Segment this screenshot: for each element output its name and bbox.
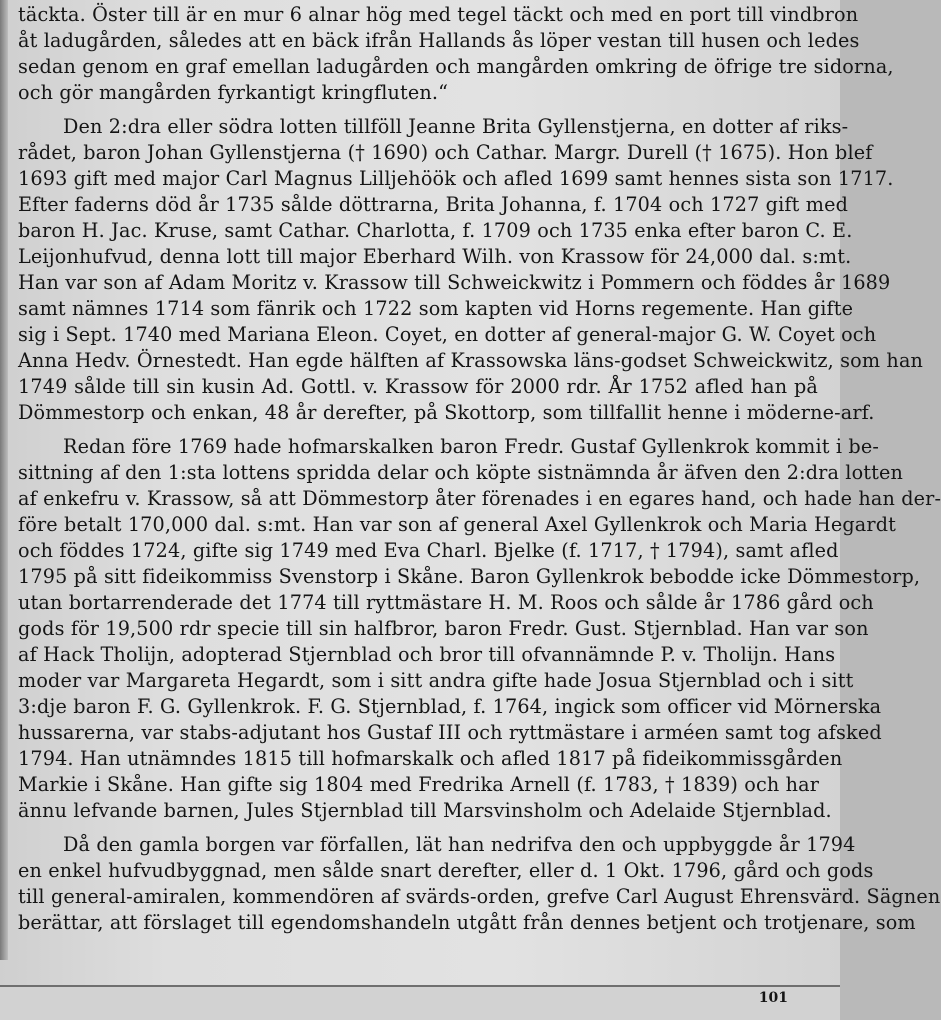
text-line: moder var Margareta Hegardt, som i sitt andra gifte hade Josua Stjernblad och i sitt	[18, 669, 854, 692]
text-line: Efter faderns död år 1735 sålde döttrarna, Brita Johanna, f. 1704 och 1727 gift med	[18, 193, 849, 216]
text-line: Han var son af Adam Moritz v. Krassow till Schweickwitz i Pommern och föddes år 1689	[18, 271, 891, 294]
text-line: samt nämnes 1714 som fänrik och 1722 som kapten vid Horns regemente. Han gifte	[18, 297, 854, 320]
text-line: en enkel hufvudbyggnad, men sålde snart derefter, eller d. 1 Okt. 1796, gård och gods	[18, 859, 874, 882]
text-line: ännu lefvande barnen, Jules Stjernblad till Marsvinsholm och Adelaide Stjernblad.	[18, 799, 832, 822]
text-line: 1749 sålde till sin kusin Ad. Gottl. v. Krassow för 2000 rdr. År 1752 afled han på	[18, 375, 818, 398]
page-gutter-shadow	[0, 0, 8, 960]
text-line: Dömmestorp och enkan, 48 år derefter, på Skottorp, som tillfallit henne i möderne-arf.	[18, 401, 875, 424]
paragraph	[18, 832, 941, 936]
text-line: Markie i Skåne. Han gifte sig 1804 med Fredrika Arnell (f. 1783, † 1839) och har	[18, 773, 820, 796]
text-line: Leijonhufvud, denna lott till major Eberhard Wilh. von Krassow för 24,000 dal. s:mt.	[18, 245, 852, 268]
text-line: Den 2:dra eller södra lotten tillföll Jeanne Brita Gyllenstjerna, en dotter af riks-	[63, 115, 849, 138]
page-text	[18, 2, 941, 936]
text-line: 3:dje baron F. G. Gyllenkrok. F. G. Stjernblad, f. 1764, ingick som officer vid Mörnerska	[18, 695, 882, 718]
text-line: sittning af den 1:sta lottens spridda delar och köpte sistnämnda år äfven den 2:dra lotten	[18, 461, 904, 484]
text-line: hussarerna, var stabs-adjutant hos Gustaf III och ryttmästare i arméen samt tog afsked	[18, 721, 882, 744]
text-line: täckta. Öster till är en mur 6 alnar hög med tegel täckt och med en port till vindbron	[18, 3, 859, 26]
text-line: gods för 19,500 rdr specie till sin halfbror, baron Fredr. Gust. Stjernblad. Han var son	[18, 617, 869, 640]
text-line: och föddes 1724, gifte sig 1749 med Eva Charl. Bjelke (f. 1717, † 1794), samt afled	[18, 539, 839, 562]
text-line: och gör mangården fyrkantigt kringfluten.“	[18, 81, 449, 104]
text-line: sedan genom en graf emellan ladugården och mangården omkring de öfrige tre sidorna,	[18, 55, 894, 78]
text-line: före betalt 170,000 dal. s:mt. Han var son af general Axel Gyllenkrok och Maria Hegardt	[18, 513, 897, 536]
text-line: Redan före 1769 hade hofmarskalken baron Fredr. Gustaf Gyllenkrok kommit i be-	[63, 435, 879, 458]
paragraph	[18, 114, 924, 426]
text-line: berättar, att förslaget till egendomshandeln utgått från dennes betjent och trotjenare, som	[18, 911, 916, 934]
text-line: utan bortarrenderade det 1774 till ryttmästare H. M. Roos och sålde år 1786 gård och	[18, 591, 874, 614]
text-line: sig i Sept. 1740 med Mariana Eleon. Coyet, en dotter af general-major G. W. Coyet och	[18, 323, 877, 346]
text-line: 1693 gift med major Carl Magnus Lilljehöök och afled 1699 samt hennes sista son 1717.	[18, 167, 894, 190]
text-line: 1794. Han utnämndes 1815 till hofmarskalk och afled 1817 på fideikommissgården	[18, 747, 843, 770]
text-line: af enkefru v. Krassow, så att Dömmestorp åter förenades i en egares hand, och hade han der-	[18, 487, 941, 510]
paragraph	[18, 2, 894, 106]
text-line: 1795 på sitt fideikommiss Svenstorp i Skåne. Baron Gyllenkrok bebodde icke Dömmestorp,	[18, 565, 921, 588]
paragraph	[18, 434, 941, 824]
text-line: baron H. Jac. Kruse, samt Cathar. Charlotta, f. 1709 och 1735 enka efter baron C. E.	[18, 219, 853, 242]
text-line: åt ladugården, således att en bäck ifrån Hallands ås löper vestan till husen och ledes	[18, 29, 860, 52]
text-line: af Hack Tholijn, adopterad Stjernblad och bror till ofvannämnde P. v. Tholijn. Hans	[18, 643, 836, 666]
bottom-margin	[0, 987, 840, 1020]
page-number: 101	[758, 990, 788, 1006]
text-line: till general-amiralen, kommendören af svärds-orden, grefve Carl August Ehrensvärd. Sägnen	[18, 885, 941, 908]
text-line: Anna Hedv. Örnestedt. Han egde hälften af Krassowska läns-godset Schweickwitz, som han	[18, 349, 924, 372]
text-line: Då den gamla borgen var förfallen, lät han nedrifva den och uppbyggde år 1794	[63, 833, 856, 856]
text-line: rådet, baron Johan Gyllenstjerna († 1690) och Cathar. Margr. Durell († 1675). Hon blef	[18, 141, 873, 164]
